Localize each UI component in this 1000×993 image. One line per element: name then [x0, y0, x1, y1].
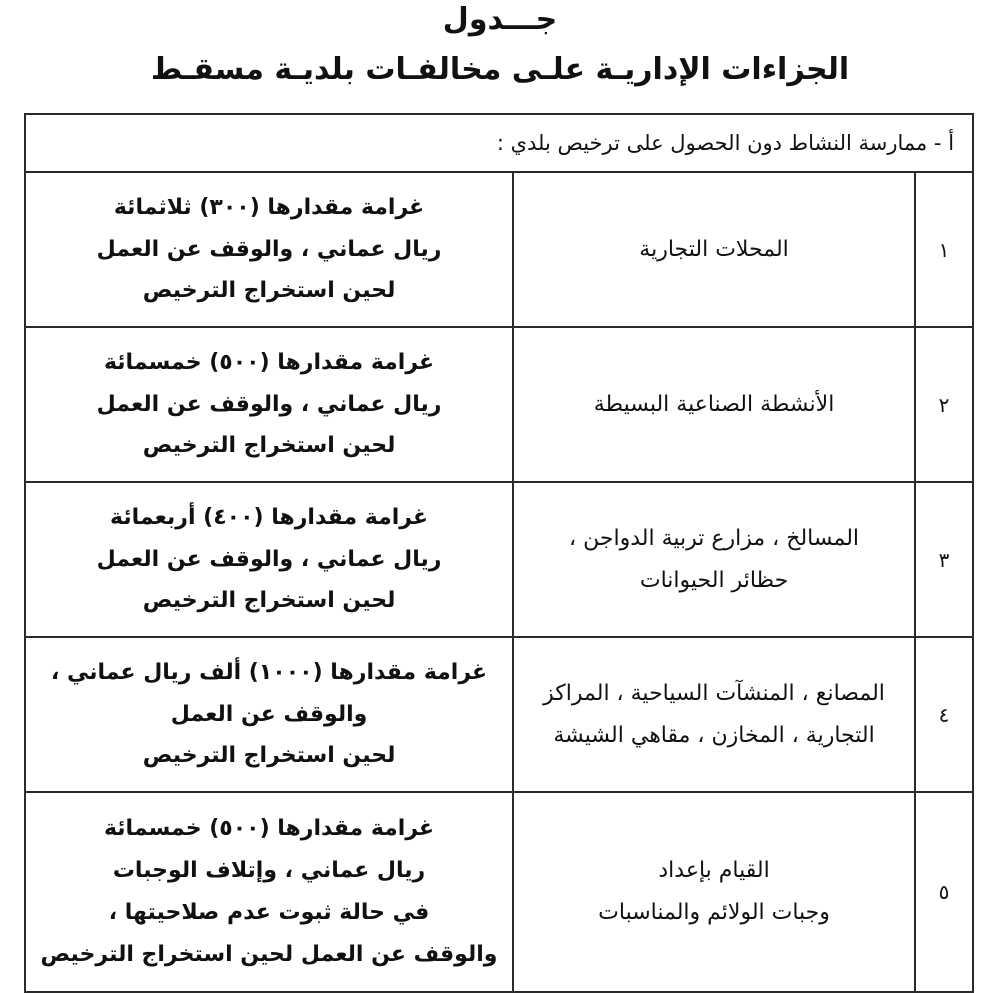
- penalty-line: لحين استخراج الترخيص: [142, 588, 396, 614]
- penalty-line: لحين استخراج الترخيص: [142, 278, 396, 304]
- document-title: جـــدول: [442, 2, 558, 37]
- penalty-line: والوقف عن العمل: [170, 701, 368, 727]
- activity-line: المحلات التجارية: [639, 236, 789, 262]
- activity-line: وجبات الولائم والمناسبات: [598, 900, 830, 925]
- row-number: ٤: [915, 637, 973, 792]
- activity-line: القيام بإعداد: [658, 858, 770, 884]
- table-row: [25, 482, 973, 637]
- section-header: أ - ممارسة النشاط دون الحصول على ترخيص بلدي :: [25, 114, 973, 172]
- row-number: ٣: [915, 482, 973, 637]
- penalties-table: [24, 113, 974, 993]
- table-row: [25, 792, 973, 992]
- activity-cell: [513, 482, 915, 637]
- activity-cell: [513, 792, 915, 992]
- activity-cell: [513, 327, 915, 482]
- section-header-row: [25, 114, 973, 172]
- penalty-cell: [25, 172, 513, 327]
- penalty-line: لحين استخراج الترخيص: [142, 743, 396, 769]
- penalty-line: غرامة مقدارها (٤٠٠) أربعمائة: [110, 504, 429, 530]
- table-row: [25, 637, 973, 792]
- document-subtitle: الجزاءات الإداريـة علـى مخالفـات بلديـة مسقـط: [150, 52, 850, 87]
- table-row: [25, 327, 973, 482]
- row-number: ٥: [915, 792, 973, 992]
- activity-cell: [513, 172, 915, 327]
- activity-line: المسالخ ، مزارع تربية الدواجن ،: [569, 525, 860, 551]
- row-number: ١: [915, 172, 973, 327]
- penalty-line: لحين استخراج الترخيص: [142, 433, 396, 459]
- penalty-line: غرامة مقدارها (٣٠٠) ثلاثمائة: [113, 194, 425, 220]
- penalty-line: غرامة مقدارها (٥٠٠) خمسمائة: [103, 349, 435, 375]
- penalty-line: ريال عماني ، والوقف عن العمل: [96, 236, 442, 262]
- activity-line: حظائر الحيوانات: [639, 567, 789, 593]
- penalty-cell: [25, 637, 513, 792]
- penalty-line: ريال عماني ، وإتلاف الوجبات: [112, 858, 426, 884]
- activity-line: الأنشطة الصناعية البسيطة: [593, 391, 835, 417]
- penalty-line: ريال عماني ، والوقف عن العمل: [96, 391, 442, 417]
- row-number: ٢: [915, 327, 973, 482]
- activity-line: التجارية ، المخازن ، مقاهي الشيشة: [553, 722, 875, 748]
- table-row: [25, 172, 973, 327]
- penalty-cell: [25, 792, 513, 992]
- activity-line: المصانع ، المنشآت السياحية ، المراكز: [543, 680, 885, 706]
- penalty-line: ريال عماني ، والوقف عن العمل: [96, 546, 442, 572]
- penalty-cell: [25, 482, 513, 637]
- penalty-line: في حالة ثبوت عدم صلاحيتها ،: [108, 900, 430, 925]
- penalty-line: والوقف عن العمل لحين استخراج الترخيص: [40, 941, 498, 967]
- activity-cell: [513, 637, 915, 792]
- penalty-cell: [25, 327, 513, 482]
- penalty-line: غرامة مقدارها (٥٠٠) خمسمائة: [103, 816, 435, 842]
- penalty-line: غرامة مقدارها (١٠٠٠) ألف ريال عماني ،: [50, 659, 488, 685]
